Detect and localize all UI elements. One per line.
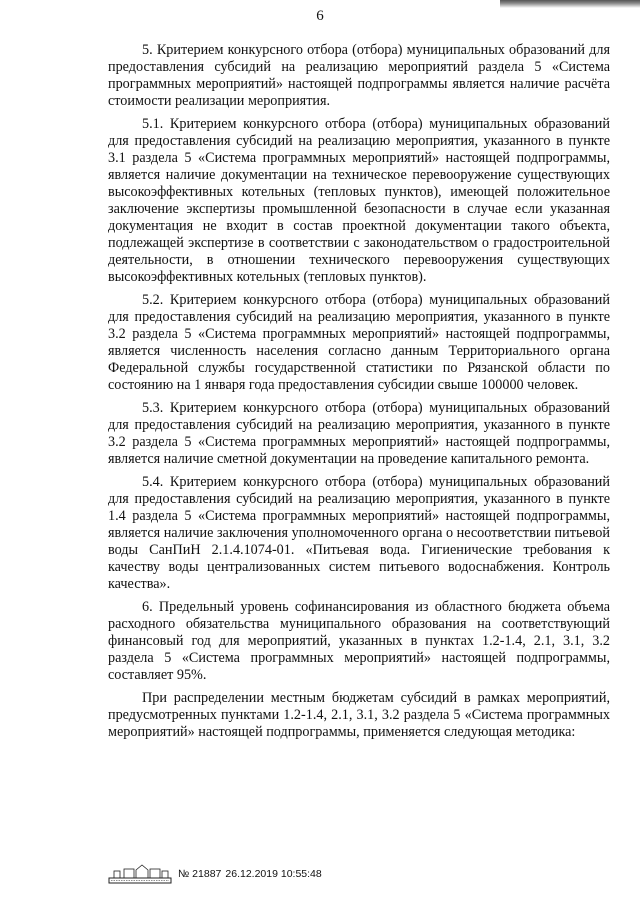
paragraph-6: 6. Предельный уровень софинансирования из областного бюджета объема расходного обязательства муниципального образования на соответствующий финансовый год для мероприятий, указанных в пунктах 1.2-1.4, 2.1, 3.1, 3.2 раздела 5 «Система программных мероприятий» настоящей подпрограммы, составляет 95%. <box>108 599 610 683</box>
paragraph-5: 5. Критерием конкурсного отбора (отбора) муниципальных образований для предоставления субсидий на реализацию мероприятий раздела 5 «Система программных мероприятий» настоящей подпрограммы является наличие расчёта стоимости реализации мероприятия. <box>108 42 610 109</box>
paragraph-5-1: 5.1. Критерием конкурсного отбора (отбора) муниципальных образований для предоставления субсидий на реализацию мероприятия, указанного в пункте 3.1 раздела 5 «Система программных мероприятий» настоящей подпрограммы, является наличие документации на техническое перевооружение существующих высокоэффективных котельных (тепловых пунктов), имеющей положительное заключение экспертизы промышленной безопасности в случае если указанная документация не входит в состав проектной документации такого объекта, подлежащей экспертизе в соответствии с законодательством о градостроительной деятельности, в отношении технического перевооружения существующих высокоэффективных котельных (тепловых пунктов). <box>108 116 610 285</box>
footer-doc-number: № 21887 <box>178 868 222 880</box>
scan-edge-artifact <box>500 0 640 8</box>
document-body <box>108 42 610 745</box>
building-seal-icon <box>108 863 172 885</box>
page-number: 6 <box>316 8 324 24</box>
paragraph-methodology: При распределении местным бюджетам субсидий в рамках мероприятий, предусмотренных пунктами 1.2-1.4, 2.1, 3.1, 3.2 раздела 5 «Система программных мероприятий» настоящей подпрограммы, применяется следующая методика: <box>108 690 610 740</box>
paragraph-5-3: 5.3. Критерием конкурсного отбора (отбора) муниципальных образований для предоставления субсидий на реализацию мероприятия, указанного в пункте 3.2 раздела 5 «Система программных мероприятий» настоящей подпрограммы, является наличие сметной документации на проведение капитального ремонта. <box>108 400 610 467</box>
document-footer <box>108 863 322 885</box>
paragraph-5-2: 5.2. Критерием конкурсного отбора (отбора) муниципальных образований для предоставления субсидий на реализацию мероприятия, указанного в пункте 3.2 раздела 5 «Система программных мероприятий» настоящей подпрограммы, является численность населения согласно данным Территориального органа Федеральной службы государственной статистики по Рязанской области по состоянию на 1 января года предоставления субсидии свыше 100000 человек. <box>108 292 610 393</box>
paragraph-5-4: 5.4. Критерием конкурсного отбора (отбора) муниципальных образований для предоставления субсидий на реализацию мероприятия, указанного в пункте 1.4 раздела 5 «Система программных мероприятий» настоящей подпрограммы, является наличие заключения уполномоченного органа о несоответствии питьевой воды СанПиН 2.1.4.1074-01. «Питьевая вода. Гигиенические требования к качеству воды централизованных систем питьевого водоснабжения. Контроль качества». <box>108 474 610 592</box>
footer-timestamp: 26.12.2019 10:55:48 <box>225 868 322 880</box>
